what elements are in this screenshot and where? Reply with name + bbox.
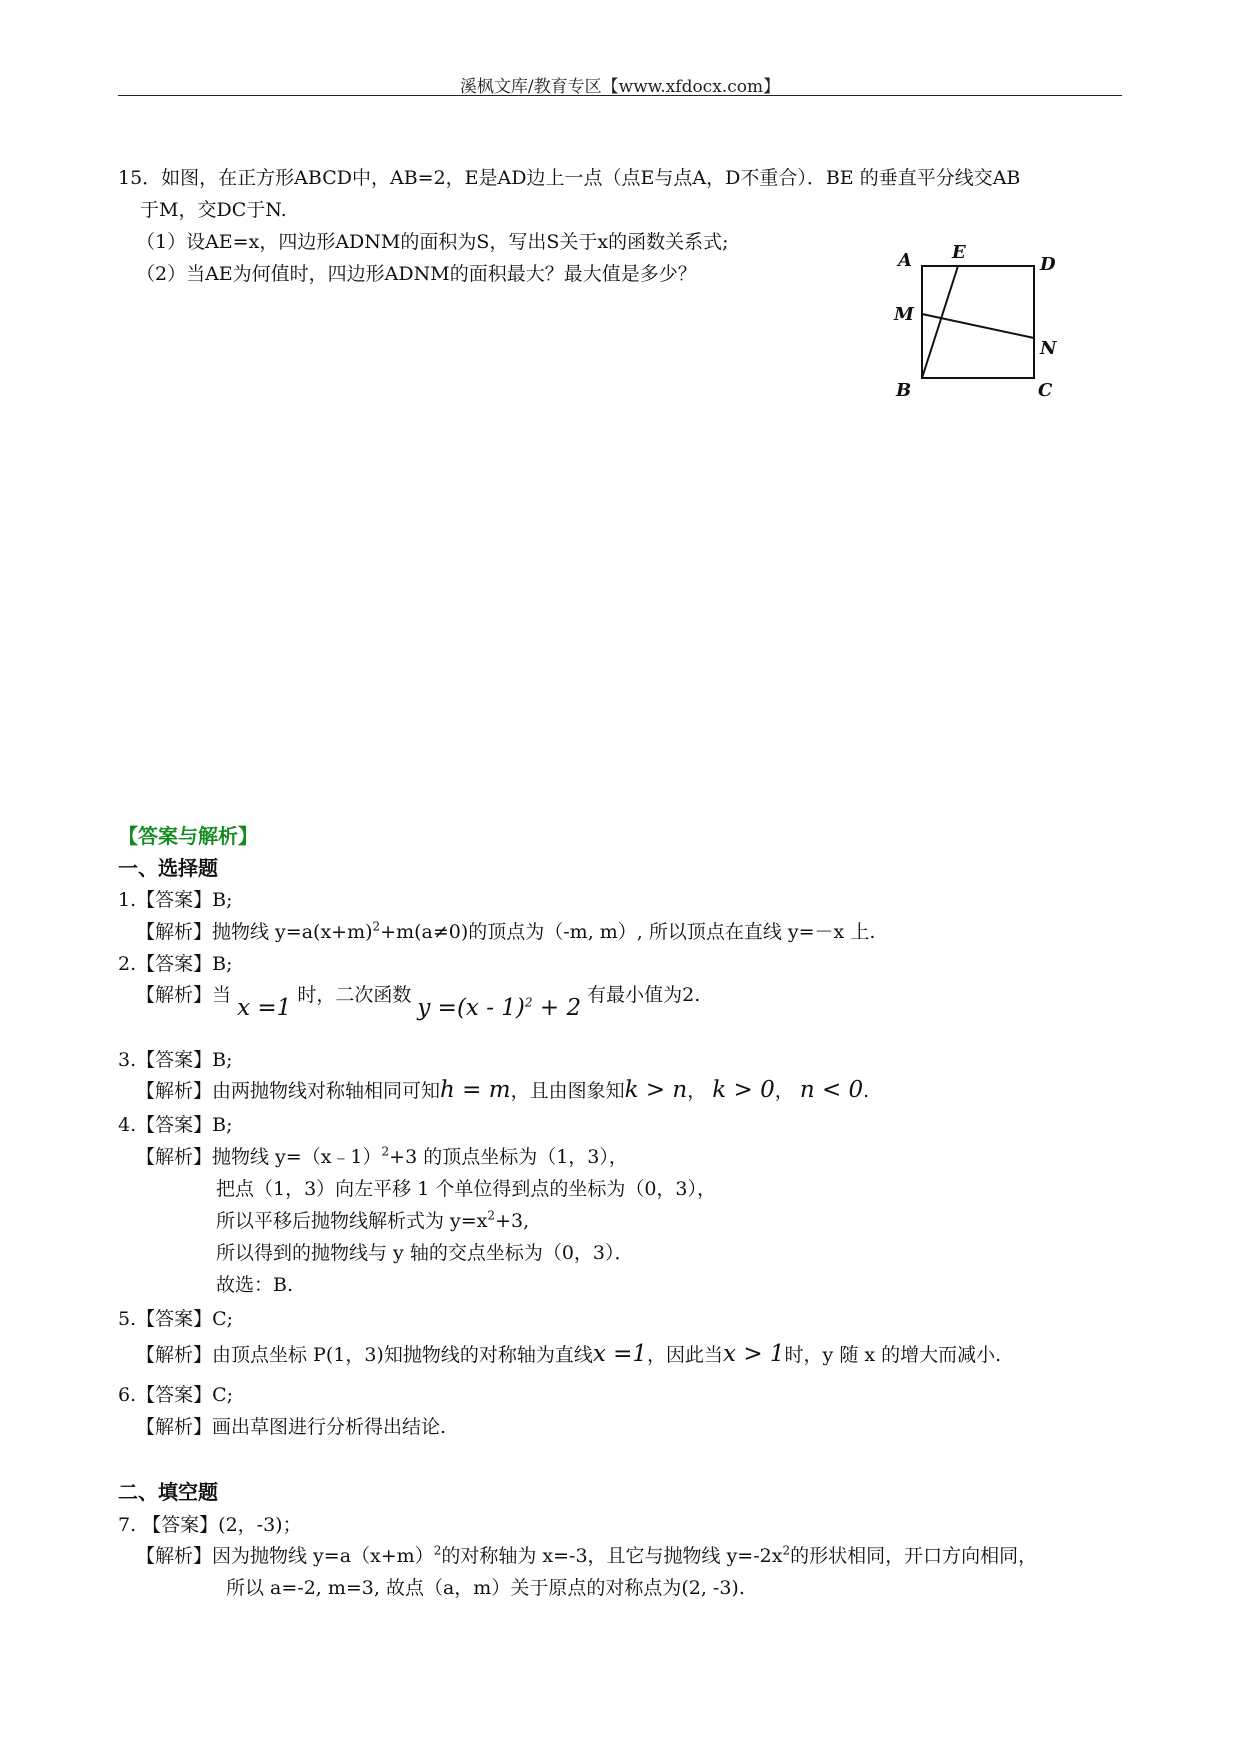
explanation-4-line3: 所以平移后抛物线解析式为 $y=x^2+3$,: [216, 1208, 530, 1232]
section-choice-title: 一、选择题: [118, 856, 218, 880]
explanation-4-line1: 【解析】抛物线 y=（x﹣1）$^2$+3 的顶点坐标为（1，3），: [136, 1144, 628, 1168]
explanation-3: 【解析】由两抛物线对称轴相同可知h = m，且由图象知k > n， k > 0， n < 0.: [136, 1077, 870, 1103]
explanation-1: 【解析】抛物线 $y=a(x+m)^2+m(a\ne 0)$的顶点为（-m, m）, 所以顶点在直线 y=－x 上.: [136, 919, 876, 943]
answer-2: 2.【答案】B;: [118, 953, 233, 975]
question-15-line2: 于M，交DC于N.: [140, 199, 287, 221]
answer-7: 7. 【答案】(2，-3)；: [118, 1514, 302, 1536]
label-m: M: [894, 304, 914, 325]
square-abcd-figure: [880, 236, 1080, 406]
label-n: N: [1040, 338, 1057, 359]
header-rule: [118, 95, 1122, 96]
explanation-4-line2: 把点（1，3）向左平移 1 个单位得到点的坐标为（0，3），: [216, 1178, 717, 1200]
explanation-7-line2: 所以 a=-2, m=3, 故点（a，m）关于原点的对称点为(2, -3).: [226, 1577, 745, 1599]
explanation-4-line4: 所以得到的抛物线与 y 轴的交点坐标为（0，3）．: [216, 1242, 634, 1264]
label-b: B: [896, 380, 912, 401]
answer-1: 1.【答案】B;: [118, 889, 233, 911]
label-a: A: [898, 250, 912, 271]
explanation-5: 【解析】由顶点坐标 P(1，3)知抛物线的对称轴为直线x =1，因此当x > 1时，y 随 x 的增大而减小.: [136, 1341, 1002, 1367]
label-d: D: [1040, 254, 1056, 275]
label-e: E: [952, 242, 966, 263]
square-outline: [922, 266, 1034, 378]
label-c: C: [1038, 380, 1053, 401]
explanation-4-line5: 故选：B.: [216, 1274, 294, 1296]
answer-5: 5.【答案】C;: [118, 1308, 234, 1330]
question-15-line1: 15．如图，在正方形ABCD中，AB=2，E是AD边上一点（点E与点A，D不重合）．BE 的垂直平分线交AB: [118, 167, 1021, 189]
page-header: 溪枫文库/教育专区【www.xfdocx.com】: [459, 77, 781, 97]
segment-be: [922, 266, 958, 378]
answer-3: 3.【答案】B;: [118, 1049, 233, 1071]
explanation-2: 【解析】当 x =1 时，二次函数 y =(x - 1)$^2$ + 2 有最小值为2.: [136, 984, 701, 1021]
explanation-6: 【解析】画出草图进行分析得出结论.: [136, 1416, 447, 1438]
explanation-7-line1: 【解析】因为抛物线 $y=a(x+m)^2$的对称轴为 x=-3，且它与抛物线 $y=-2x^2$的形状相同，开口方向相同，: [136, 1543, 1038, 1567]
question-15-part1: （1）设AE=x，四边形ADNM的面积为S，写出S关于x的函数关系式;: [136, 231, 729, 253]
section-fill-title: 二、填空题: [118, 1480, 218, 1504]
question-15-part2: （2）当AE为何值时，四边形ADNM的面积最大？最大值是多少？: [136, 263, 697, 285]
answer-6: 6.【答案】C;: [118, 1384, 234, 1406]
answers-title: 【答案与解析】: [118, 824, 258, 848]
answer-4: 4.【答案】B;: [118, 1114, 233, 1136]
